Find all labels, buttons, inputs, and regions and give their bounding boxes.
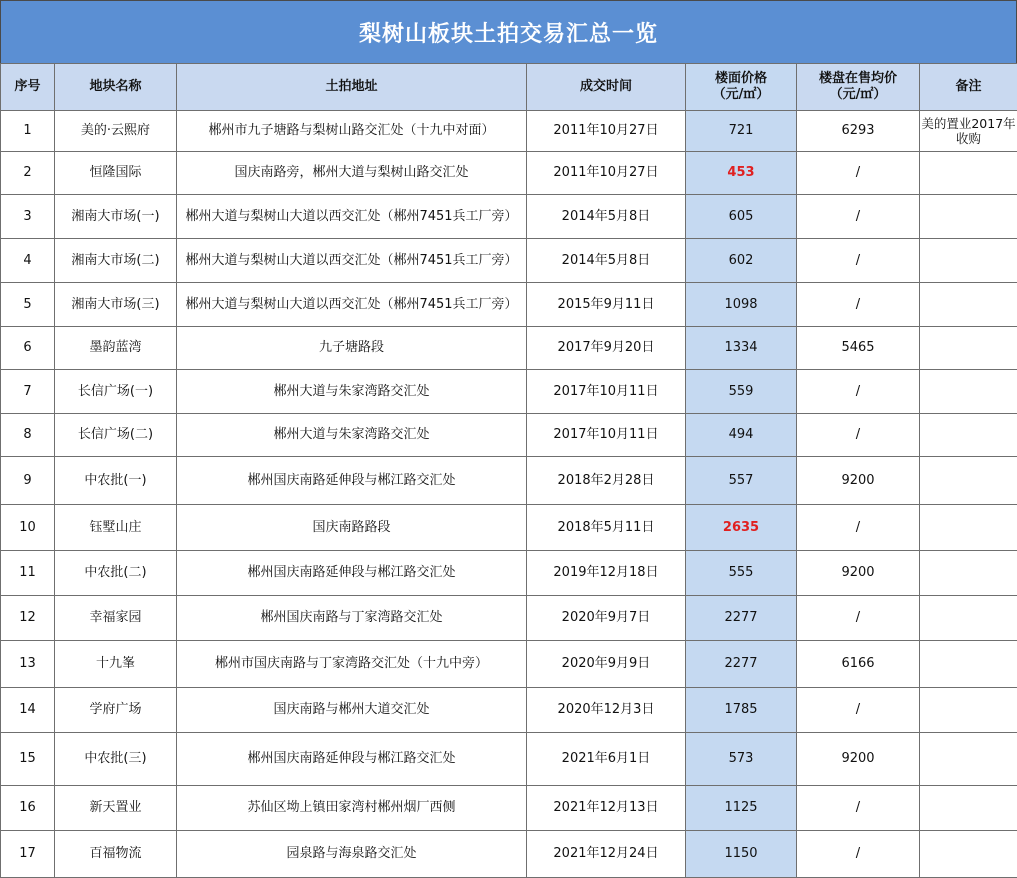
cell-note <box>920 831 1017 878</box>
header-price-label: 楼面价格 （元/㎡） <box>713 71 770 102</box>
cell-date: 2014年5月8日 <box>527 239 686 283</box>
cell-date: 2021年12月13日 <box>527 786 686 831</box>
cell-name: 钰墅山庄 <box>55 505 177 551</box>
table-row <box>1 505 1017 551</box>
cell-address: 郴州大道与梨树山大道以西交汇处（郴州7451兵工厂旁） <box>177 195 527 239</box>
cell-note <box>920 239 1017 283</box>
cell-address: 郴州国庆南路延伸段与郴江路交汇处 <box>177 457 527 505</box>
cell-date: 2020年12月3日 <box>527 688 686 733</box>
cell-avg-price: / <box>797 831 920 878</box>
cell-price: 1150 <box>686 831 797 878</box>
cell-avg-price: 9200 <box>797 551 920 596</box>
cell-name: 百福物流 <box>55 831 177 878</box>
cell-note <box>920 786 1017 831</box>
cell-date: 2021年12月24日 <box>527 831 686 878</box>
cell-date: 2018年5月11日 <box>527 505 686 551</box>
cell-note <box>920 283 1017 327</box>
cell-avg-price: / <box>797 414 920 457</box>
cell-name: 墨韵蓝湾 <box>55 327 177 370</box>
header-note: 备注 <box>920 64 1017 111</box>
table-row <box>1 370 1017 414</box>
table-row <box>1 688 1017 733</box>
cell-avg-price: 6293 <box>797 111 920 152</box>
cell-name: 中农批(三) <box>55 733 177 786</box>
cell-note <box>920 688 1017 733</box>
cell-no: 17 <box>1 831 55 878</box>
cell-avg-price: 5465 <box>797 327 920 370</box>
cell-avg-price: / <box>797 152 920 195</box>
table-row <box>1 327 1017 370</box>
cell-name: 湘南大市场(一) <box>55 195 177 239</box>
cell-address: 郴州大道与梨树山大道以西交汇处（郴州7451兵工厂旁） <box>177 283 527 327</box>
cell-address: 国庆南路路段 <box>177 505 527 551</box>
cell-price: 2277 <box>686 641 797 688</box>
cell-no: 15 <box>1 733 55 786</box>
cell-date: 2017年10月11日 <box>527 370 686 414</box>
cell-price: 2635 <box>686 505 797 551</box>
cell-avg-price: / <box>797 596 920 641</box>
cell-price: 1785 <box>686 688 797 733</box>
cell-avg-price: / <box>797 195 920 239</box>
cell-date: 2014年5月8日 <box>527 195 686 239</box>
cell-name: 恒隆国际 <box>55 152 177 195</box>
cell-date: 2017年10月11日 <box>527 414 686 457</box>
cell-avg-price: / <box>797 283 920 327</box>
cell-no: 16 <box>1 786 55 831</box>
cell-note: 美的置业2017年收购 <box>920 111 1017 152</box>
table-row <box>1 414 1017 457</box>
cell-note <box>920 641 1017 688</box>
cell-address: 园泉路与海泉路交汇处 <box>177 831 527 878</box>
cell-name: 湘南大市场(三) <box>55 283 177 327</box>
cell-no: 9 <box>1 457 55 505</box>
cell-price: 721 <box>686 111 797 152</box>
cell-avg-price: 9200 <box>797 457 920 505</box>
cell-date: 2021年6月1日 <box>527 733 686 786</box>
cell-date: 2018年2月28日 <box>527 457 686 505</box>
cell-name: 中农批(一) <box>55 457 177 505</box>
header-address: 土拍地址 <box>177 64 527 111</box>
header-price <box>686 64 797 111</box>
cell-no: 12 <box>1 596 55 641</box>
table-row <box>1 239 1017 283</box>
cell-date: 2019年12月18日 <box>527 551 686 596</box>
cell-no: 11 <box>1 551 55 596</box>
cell-address: 苏仙区坳上镇田家湾村郴州烟厂西侧 <box>177 786 527 831</box>
cell-address: 国庆南路旁，郴州大道与梨树山路交汇处 <box>177 152 527 195</box>
cell-avg-price: 9200 <box>797 733 920 786</box>
header-row <box>1 64 1017 111</box>
cell-no: 13 <box>1 641 55 688</box>
cell-note <box>920 414 1017 457</box>
cell-price: 573 <box>686 733 797 786</box>
cell-avg-price: 6166 <box>797 641 920 688</box>
cell-name: 学府广场 <box>55 688 177 733</box>
cell-note <box>920 152 1017 195</box>
cell-no: 6 <box>1 327 55 370</box>
cell-avg-price: / <box>797 786 920 831</box>
cell-name: 幸福家园 <box>55 596 177 641</box>
table-row <box>1 551 1017 596</box>
cell-name: 十九峯 <box>55 641 177 688</box>
cell-address: 郴州国庆南路延伸段与郴江路交汇处 <box>177 551 527 596</box>
cell-no: 14 <box>1 688 55 733</box>
cell-date: 2011年10月27日 <box>527 152 686 195</box>
cell-no: 7 <box>1 370 55 414</box>
cell-price: 557 <box>686 457 797 505</box>
cell-no: 8 <box>1 414 55 457</box>
header-no: 序号 <box>1 64 55 111</box>
cell-note <box>920 327 1017 370</box>
cell-no: 5 <box>1 283 55 327</box>
cell-note <box>920 457 1017 505</box>
cell-no: 1 <box>1 111 55 152</box>
cell-date: 2011年10月27日 <box>527 111 686 152</box>
cell-price: 1334 <box>686 327 797 370</box>
cell-name: 湘南大市场(二) <box>55 239 177 283</box>
cell-address: 郴州国庆南路延伸段与郴江路交汇处 <box>177 733 527 786</box>
table-row <box>1 283 1017 327</box>
cell-name: 美的·云熙府 <box>55 111 177 152</box>
table-row <box>1 733 1017 786</box>
cell-price: 605 <box>686 195 797 239</box>
table-row <box>1 596 1017 641</box>
cell-avg-price: / <box>797 688 920 733</box>
cell-address: 郴州市九子塘路与梨树山路交汇处（十九中对面） <box>177 111 527 152</box>
table-row <box>1 786 1017 831</box>
table-row <box>1 457 1017 505</box>
cell-note <box>920 195 1017 239</box>
cell-price: 559 <box>686 370 797 414</box>
cell-avg-price: / <box>797 370 920 414</box>
cell-avg-price: / <box>797 239 920 283</box>
cell-note <box>920 505 1017 551</box>
cell-note <box>920 733 1017 786</box>
cell-address: 郴州大道与朱家湾路交汇处 <box>177 370 527 414</box>
cell-no: 2 <box>1 152 55 195</box>
cell-address: 九子塘路段 <box>177 327 527 370</box>
header-avg-label: 楼盘在售均价 （元/㎡） <box>819 71 897 102</box>
table-row <box>1 111 1017 152</box>
cell-price: 555 <box>686 551 797 596</box>
cell-note <box>920 596 1017 641</box>
cell-no: 10 <box>1 505 55 551</box>
cell-name: 新天置业 <box>55 786 177 831</box>
cell-address: 郴州国庆南路与丁家湾路交汇处 <box>177 596 527 641</box>
cell-date: 2020年9月7日 <box>527 596 686 641</box>
cell-price: 602 <box>686 239 797 283</box>
cell-price: 494 <box>686 414 797 457</box>
table-row <box>1 195 1017 239</box>
cell-address: 郴州大道与梨树山大道以西交汇处（郴州7451兵工厂旁） <box>177 239 527 283</box>
cell-price: 1125 <box>686 786 797 831</box>
cell-price: 1098 <box>686 283 797 327</box>
cell-price: 453 <box>686 152 797 195</box>
cell-avg-price: / <box>797 505 920 551</box>
cell-address: 国庆南路与郴州大道交汇处 <box>177 688 527 733</box>
cell-no: 3 <box>1 195 55 239</box>
cell-name: 长信广场(二) <box>55 414 177 457</box>
cell-note <box>920 370 1017 414</box>
cell-address: 郴州市国庆南路与丁家湾路交汇处（十九中旁） <box>177 641 527 688</box>
table-title: 梨树山板块土拍交易汇总一览 <box>0 0 1017 64</box>
cell-note <box>920 551 1017 596</box>
land-auction-table <box>0 63 1017 878</box>
cell-date: 2020年9月9日 <box>527 641 686 688</box>
cell-no: 4 <box>1 239 55 283</box>
header-date: 成交时间 <box>527 64 686 111</box>
cell-date: 2017年9月20日 <box>527 327 686 370</box>
table-row <box>1 831 1017 878</box>
header-avg-price <box>797 64 920 111</box>
cell-date: 2015年9月11日 <box>527 283 686 327</box>
cell-address: 郴州大道与朱家湾路交汇处 <box>177 414 527 457</box>
cell-price: 2277 <box>686 596 797 641</box>
header-name: 地块名称 <box>55 64 177 111</box>
cell-name: 长信广场(一) <box>55 370 177 414</box>
table-body <box>1 111 1017 878</box>
cell-name: 中农批(二) <box>55 551 177 596</box>
table-row <box>1 641 1017 688</box>
table-row <box>1 152 1017 195</box>
